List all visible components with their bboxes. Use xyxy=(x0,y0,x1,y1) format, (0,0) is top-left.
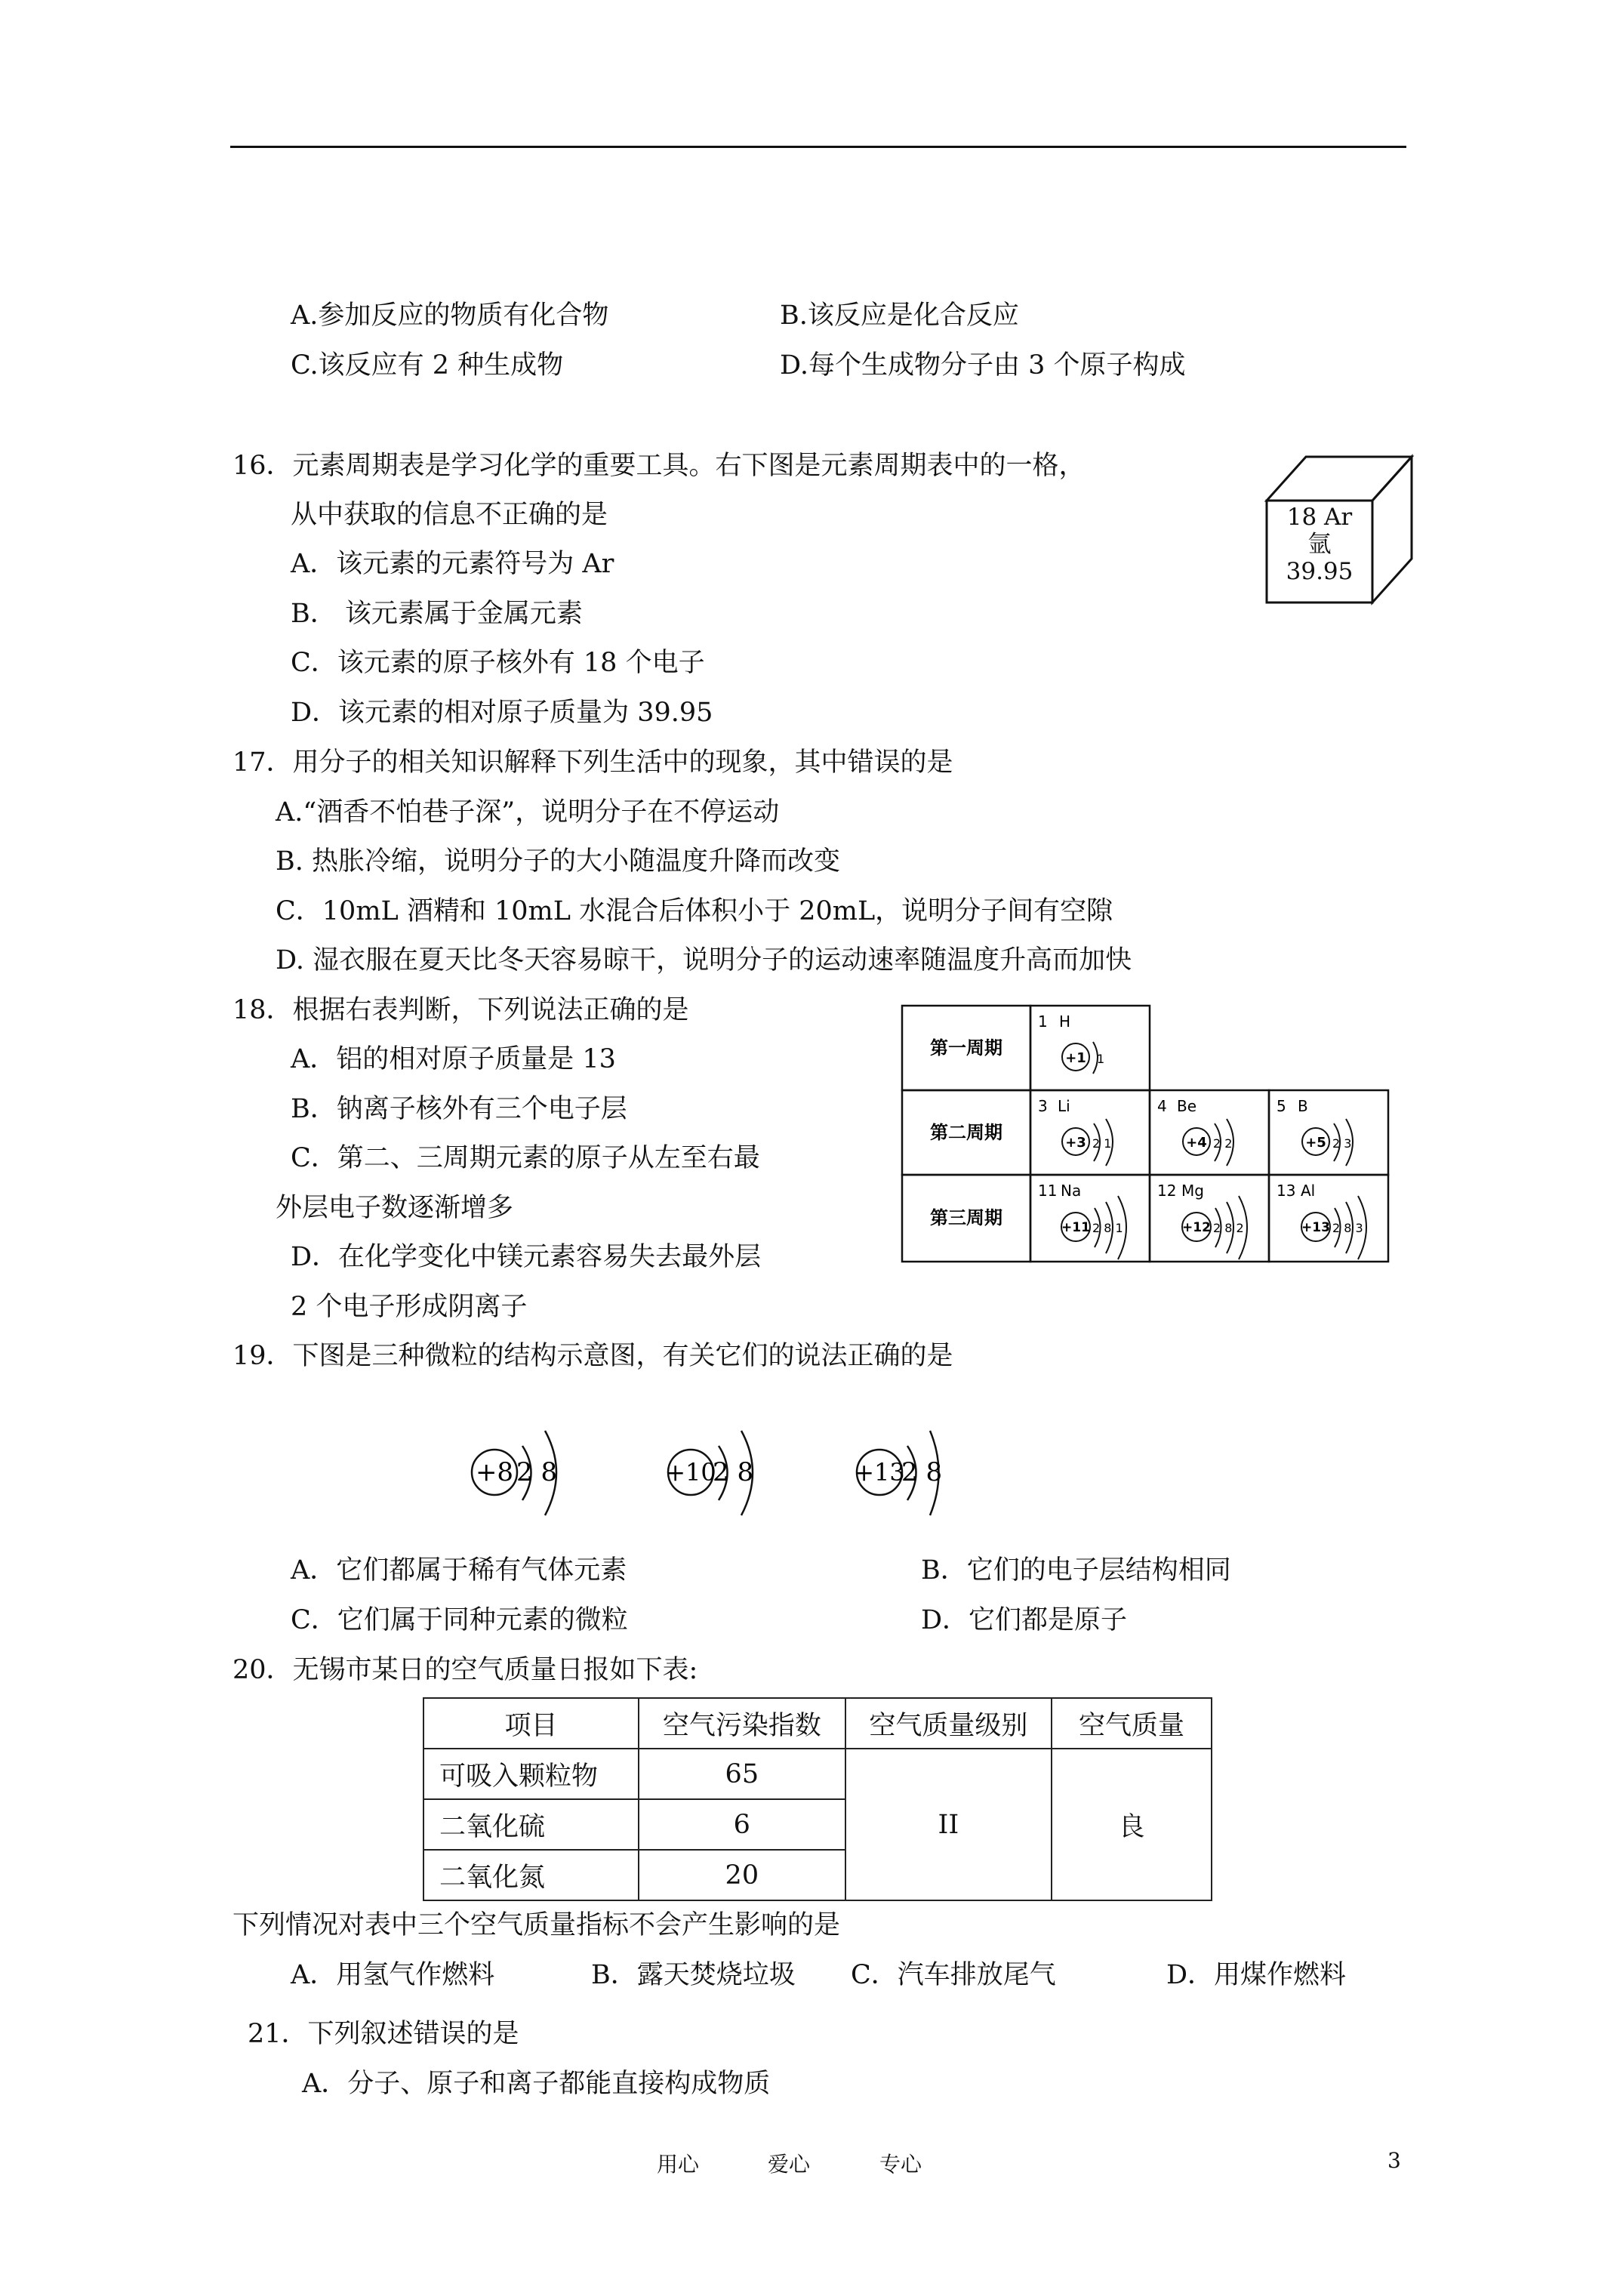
q20-stem: 20．无锡市某日的空气质量日报如下表: xyxy=(233,1655,698,1685)
particle-3 xyxy=(854,1431,942,1515)
q16-stem: 16．元素周期表是学习化学的重要工具。右下图是元素周期表中的一格， xyxy=(233,451,1086,481)
q19-stem: 19．下图是三种微粒的结构示意图，有关它们的说法正确的是 xyxy=(233,1341,953,1371)
svg-text:+3: +3 xyxy=(1065,1135,1086,1151)
svg-text:+5: +5 xyxy=(1305,1135,1326,1151)
particle-2 xyxy=(665,1431,753,1515)
atom-h xyxy=(1038,1012,1104,1074)
svg-text:2 8 3: 2 8 3 xyxy=(1332,1221,1363,1235)
q16-option-a: A．该元素的元素符号为 Ar xyxy=(291,549,614,579)
svg-text:1: 1 xyxy=(1038,1012,1048,1031)
svg-text:3: 3 xyxy=(1038,1097,1048,1115)
q20-option-a: A．用氢气作燃料 xyxy=(291,1960,495,1990)
q15-option-c: C.该反应有 2 种生成物 xyxy=(291,350,564,381)
svg-text:4: 4 xyxy=(1157,1097,1167,1115)
svg-text:2 8: 2 8 xyxy=(516,1457,558,1487)
svg-text:2 8: 2 8 xyxy=(901,1457,943,1487)
q16-stem-cont: 从中获取的信息不正确的是 xyxy=(291,500,608,530)
svg-text:2 8: 2 8 xyxy=(713,1457,754,1487)
air-quality-level: II xyxy=(845,1749,1052,1900)
q17-option-b: B. 热胀冷缩，说明分子的大小随温度升降而改变 xyxy=(276,846,840,877)
q19-option-b: B．它们的电子层结构相同 xyxy=(921,1555,1231,1586)
svg-text:B: B xyxy=(1298,1097,1308,1115)
svg-text:5: 5 xyxy=(1277,1097,1286,1115)
svg-text:Li: Li xyxy=(1058,1097,1070,1115)
atom-na xyxy=(1038,1182,1126,1259)
svg-text:+4: +4 xyxy=(1186,1135,1207,1151)
col-header-level: 空气质量级别 xyxy=(845,1698,1052,1749)
row-index: 65 xyxy=(639,1749,845,1799)
q17-option-d: D. 湿衣服在夏天比冬天容易晾干，说明分子的运动速率随温度升高而加快 xyxy=(276,945,1132,975)
q18-option-d-cont: 2 个电子形成阴离子 xyxy=(291,1292,528,1322)
q19-option-a: A．它们都属于稀有气体元素 xyxy=(291,1555,627,1586)
svg-text:1: 1 xyxy=(1097,1052,1105,1066)
element-cell-mass: 39.95 xyxy=(1286,558,1354,585)
q16-option-d: D．该元素的相对原子质量为 39.95 xyxy=(291,698,713,728)
svg-text:Mg: Mg xyxy=(1181,1182,1204,1200)
atom-b xyxy=(1277,1097,1353,1166)
svg-text:Be: Be xyxy=(1177,1097,1197,1115)
q19-option-c: C．它们属于同种元素的微粒 xyxy=(291,1605,628,1635)
footer-text-1: 用心 xyxy=(657,2152,700,2177)
q19-option-d: D．它们都是原子 xyxy=(921,1605,1128,1635)
svg-text:+1: +1 xyxy=(1065,1050,1086,1066)
svg-text:+10: +10 xyxy=(665,1458,716,1487)
col-header-quality: 空气质量 xyxy=(1052,1698,1212,1749)
q15-option-d: D.每个生成物分子由 3 个原子构成 xyxy=(780,350,1186,381)
atom-mg xyxy=(1157,1182,1247,1259)
row-index: 6 xyxy=(639,1799,845,1850)
svg-text:2 8 1: 2 8 1 xyxy=(1092,1221,1123,1235)
q17-option-a: A.“酒香不怕巷子深”，说明分子在不停运动 xyxy=(276,797,780,827)
header-rule xyxy=(230,146,1406,148)
atom-li xyxy=(1038,1097,1113,1166)
particle-diagrams xyxy=(460,1408,951,1536)
q18-stem: 18．根据右表判断，下列说法正确的是 xyxy=(233,995,689,1025)
table-row xyxy=(423,1749,1212,1799)
element-cell-name: 氩 xyxy=(1307,531,1332,558)
q21-option-a: A．分子、原子和离子都能直接构成物质 xyxy=(302,2069,771,2099)
q15-option-a: A.参加反应的物质有化合物 xyxy=(291,300,609,331)
svg-text:2 8 2: 2 8 2 xyxy=(1213,1221,1244,1235)
air-quality-grade: 良 xyxy=(1052,1749,1212,1900)
period-2-label: 第二周期 xyxy=(930,1122,1002,1143)
periodic-table-figure xyxy=(901,1004,1391,1265)
air-quality-table xyxy=(423,1697,1212,1901)
q20-option-d: D．用煤作燃料 xyxy=(1166,1960,1347,1990)
row-item: 可吸入颗粒物 xyxy=(423,1749,639,1799)
svg-text:+11: +11 xyxy=(1061,1220,1090,1235)
svg-text:12: 12 xyxy=(1157,1182,1177,1200)
svg-text:Al: Al xyxy=(1301,1182,1316,1200)
svg-text:+13: +13 xyxy=(1301,1220,1330,1235)
q18-option-d: D．在化学变化中镁元素容易失去最外层 xyxy=(291,1242,762,1272)
q21-stem: 21．下列叙述错误的是 xyxy=(248,2019,519,2049)
q18-option-a: A．铝的相对原子质量是 13 xyxy=(291,1044,616,1074)
q20-option-c: C．汽车排放尾气 xyxy=(851,1960,1056,1990)
svg-text:2 1: 2 1 xyxy=(1092,1136,1112,1151)
svg-text:11: 11 xyxy=(1038,1182,1058,1200)
q18-option-b: B．钠离子核外有三个电子层 xyxy=(291,1094,627,1124)
svg-text:H: H xyxy=(1059,1012,1071,1031)
atom-al xyxy=(1277,1182,1366,1259)
q17-stem: 17．用分子的相关知识解释下列生活中的现象，其中错误的是 xyxy=(233,747,953,778)
svg-text:+13: +13 xyxy=(854,1458,905,1487)
period-1-label: 第一周期 xyxy=(930,1037,1002,1059)
atom-be xyxy=(1157,1097,1233,1166)
q17-option-c: C．10mL 酒精和 10mL 水混合后体积小于 20mL，说明分子间有空隙 xyxy=(276,896,1113,926)
footer-text-3: 专心 xyxy=(879,2152,922,2177)
page-number: 3 xyxy=(1387,2148,1401,2173)
q20-question: 下列情况对表中三个空气质量指标不会产生影响的是 xyxy=(233,1910,841,1940)
q16-option-c: C．该元素的原子核外有 18 个电子 xyxy=(291,648,705,678)
row-item: 二氧化硫 xyxy=(423,1799,639,1850)
svg-text:13: 13 xyxy=(1277,1182,1296,1200)
svg-text:+8: +8 xyxy=(475,1457,514,1487)
col-header-index: 空气污染指数 xyxy=(639,1698,845,1749)
q18-option-c-cont: 外层电子数逐渐增多 xyxy=(276,1193,514,1223)
svg-text:2 2: 2 2 xyxy=(1213,1136,1233,1151)
q20-option-b: B．露天焚烧垃圾 xyxy=(591,1960,796,1990)
row-index: 20 xyxy=(639,1850,845,1900)
element-cell-text xyxy=(1267,504,1372,585)
svg-text:2 3: 2 3 xyxy=(1332,1136,1352,1151)
footer-text-2: 爱心 xyxy=(768,2152,811,2177)
element-cell-number-symbol: 18 Ar xyxy=(1286,504,1353,531)
particle-1 xyxy=(472,1431,557,1515)
q18-option-c: C．第二、三周期元素的原子从左至右最 xyxy=(291,1143,760,1173)
svg-text:+12: +12 xyxy=(1182,1220,1211,1235)
period-3-label: 第三周期 xyxy=(930,1207,1002,1228)
col-header-item: 项目 xyxy=(423,1698,639,1749)
row-item: 二氧化氮 xyxy=(423,1850,639,1900)
svg-text:Na: Na xyxy=(1061,1182,1082,1200)
q16-option-b: B． 该元素属于金属元素 xyxy=(291,599,583,629)
q15-option-b: B.该反应是化合反应 xyxy=(780,300,1019,331)
